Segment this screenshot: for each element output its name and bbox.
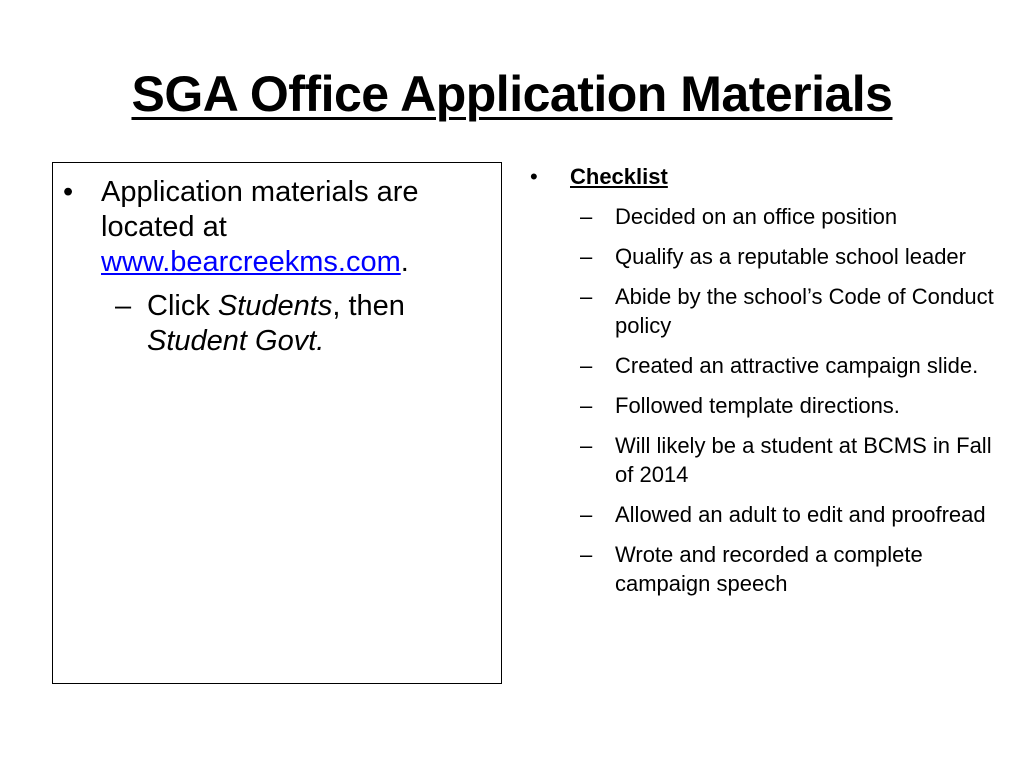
checklist-item: [530, 500, 1010, 529]
instruction-text-1: Click: [147, 290, 218, 322]
instruction-text-2: , then: [332, 290, 405, 322]
checklist: [530, 162, 1010, 598]
slide-title: SGA Office Application Materials: [131, 66, 893, 122]
bullet-marker: •: [63, 176, 74, 208]
checklist-item-text: Wrote and recorded a complete campaign speech: [615, 542, 923, 596]
checklist-item: [530, 242, 1010, 271]
checklist-item: [530, 391, 1010, 420]
checklist-heading-item: [530, 162, 1010, 191]
checklist-item: [530, 282, 1010, 340]
instruction-students: Students: [217, 290, 333, 322]
checklist-item-text: Created an attractive campaign slide.: [615, 353, 979, 378]
checklist-item: [530, 540, 1010, 598]
checklist-heading: Checklist: [570, 164, 668, 189]
checklist-item-text: Will likely be a student at BCMS in Fall of 2014: [615, 433, 992, 487]
dash-marker: –: [580, 542, 593, 567]
location-period: .: [400, 246, 409, 278]
dash-marker: –: [580, 502, 593, 527]
instruction-student-govt: Student Govt.: [147, 325, 325, 357]
location-text: Application materials are located at: [101, 176, 419, 243]
checklist-item-text: Followed template directions.: [615, 393, 900, 418]
left-content-box: [52, 162, 502, 684]
checklist-item: [530, 202, 1010, 231]
dash-marker: –: [580, 244, 593, 269]
checklist-item-text: Decided on an office position: [615, 204, 898, 229]
left-bullet-list: [53, 175, 503, 359]
checklist-item-text: Qualify as a reputable school leader: [615, 244, 966, 269]
dash-marker: –: [580, 284, 593, 309]
dash-marker: –: [580, 204, 593, 229]
navigation-instruction: [53, 289, 503, 359]
checklist-item: [530, 431, 1010, 489]
dash-marker: –: [580, 353, 593, 378]
checklist-item-text: Abide by the school’s Code of Conduct policy: [615, 284, 994, 338]
application-location-bullet: [53, 175, 503, 280]
checklist-item-text: Allowed an adult to edit and proofread: [615, 502, 986, 527]
dash-marker: –: [580, 433, 593, 458]
checklist-item: [530, 351, 1010, 380]
bullet-marker: •: [530, 164, 538, 189]
website-link[interactable]: www.bearcreekms.com: [101, 246, 401, 278]
dash-marker: –: [115, 290, 132, 322]
dash-marker: –: [580, 393, 593, 418]
